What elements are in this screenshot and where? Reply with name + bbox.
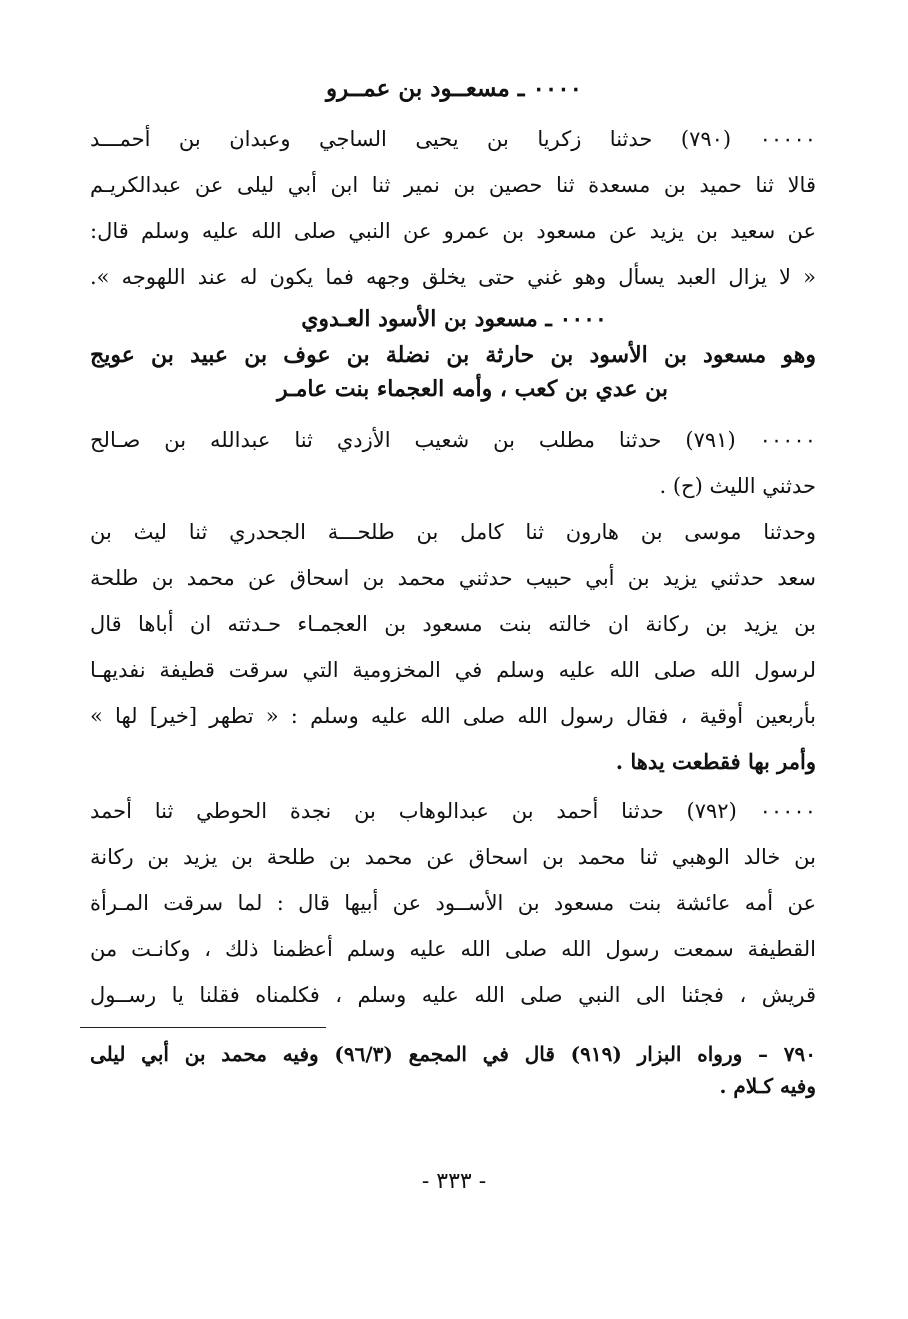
- hadith-791b-line-5: بأربعين أوقية ، فقال رسول الله صلى الله عليه وسلم : « تطهر [خير] لها »: [90, 704, 816, 728]
- hadith-792-line-5: قريش ، فجئنا الى النبي صلى الله عليه وسلم ، فكلمناه فقلنا يا رســول: [90, 983, 816, 1007]
- hadith-792-line-3: عن أمه عائشة بنت مسعود بن الأســود عن أبيها قال : لما سرقت المـرأة: [90, 891, 816, 915]
- footnote-divider: [80, 1027, 326, 1028]
- footnote-790-line-2: وفيه كـلام .: [719, 1074, 816, 1098]
- hadith-791b-line-4: لرسول الله صلى الله عليه وسلم في المخزومية التي سرقت قطيفة نفديهـا: [90, 658, 816, 682]
- hadith-791b-line-6: وأمر بها فقطعت يدها .: [615, 749, 816, 774]
- hadith-790-line-3: عن سعيد بن يزيد عن مسعود بن عمرو عن النبي صلى الله عليه وسلم قال:: [90, 219, 816, 243]
- hadith-792-line-4: القطيفة سمعت رسول الله صلى الله عليه وسلم أعظمنا ذلك ، وكانـت من: [90, 937, 816, 961]
- hadith-791-line-2: حدثني الليث (ح) .: [659, 474, 816, 498]
- lineage-line-1: وهو مسعود بن الأسود بن حارثة بن نضلة بن عوف بن عبيد بن عويج: [90, 342, 816, 368]
- hadith-792-line-2: بن خالد الوهبي ثنا محمد بن اسحاق عن محمد بن طلحة بن يزيد بن ركانة: [90, 845, 816, 869]
- footnote-790-line-1: ٧٩٠ – ورواه البزار (٩١٩) قال في المجمع (٩٦/٣) وفيه محمد بن أبي ليلى: [90, 1042, 816, 1066]
- hadith-791b-line-1: وحدثنا موسى بن هارون ثنا كامل بن طلحـــة الجحدري ثنا ليث بن: [90, 520, 816, 544]
- hadith-791b-line-3: بن يزيد بن ركانة ان خالته بنت مسعود بن العجمـاء حـدثته ان أباها قال: [90, 612, 816, 636]
- section-heading-masud-ibn-al-aswad: ٠٠٠٠ ـ مسعود بن الأسود العـدوي: [301, 306, 607, 332]
- hadith-790-line-4: « لا يزال العبد يسأل وهو غني حتى يخلق وجهه فما يكون له عند اللهوجه ».: [90, 265, 816, 289]
- hadith-790-line-1: ٠٠٠٠٠ (٧٩٠) حدثنا زكريا بن يحيى الساجي وعبدان بن أحمـــد: [90, 127, 817, 151]
- hadith-791b-line-2: سعد حدثني يزيد بن أبي حبيب حدثني محمد بن اسحاق عن محمد بن طلحة: [90, 566, 816, 590]
- hadith-790-line-2: قالا ثنا حميد بن مسعدة ثنا حصين بن نمير ثنا ابن أبي ليلى عن عبدالكريـم: [90, 173, 816, 197]
- hadith-791-line-1: ٠٠٠٠٠ (٧٩١) حدثنا مطلب بن شعيب الأزدي ثنا عبدالله بن صـالح: [90, 428, 816, 452]
- lineage-line-2: بن عدي بن كعب ، وأمه العجماء بنت عامـر: [277, 376, 668, 402]
- section-heading-masud-ibn-amr: ٠٠٠٠ ـ مسعــود بن عمــرو: [326, 75, 582, 102]
- hadith-792-line-1: ٠٠٠٠٠ (٧٩٢) حدثنا أحمد بن عبدالوهاب بن نجدة الحوطي ثنا أحمد: [90, 799, 816, 823]
- page-number: - ٣٣٣ -: [421, 1169, 487, 1194]
